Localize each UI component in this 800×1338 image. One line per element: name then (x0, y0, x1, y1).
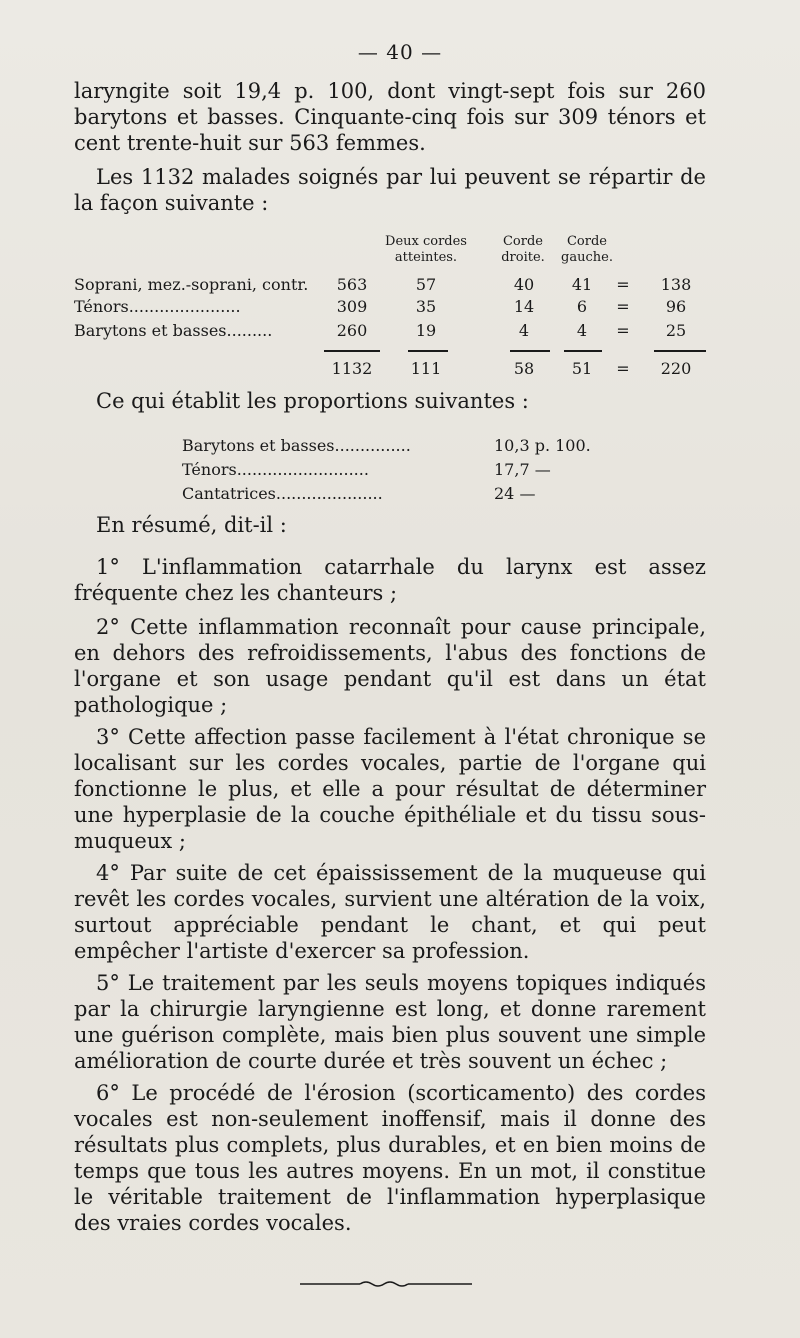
column-header: Deux cordes atteintes. (385, 234, 467, 265)
proportion-value: 10,3 p. 100. (494, 436, 591, 455)
summary-block (74, 512, 706, 1236)
paragraph: laryngite soit 19,4 p. 100, dont vingt-sept fois sur 260 barytons et basses. Cinquante-cinq fois sur 309 ténors et cent trente-huit sur 563 femmes. (74, 79, 706, 155)
table-cell: 4 (518, 321, 530, 340)
table-cell: 4 (576, 321, 588, 340)
table-total: = (616, 359, 630, 378)
table-cell: 35 (415, 297, 437, 316)
table-total: 1132 (331, 359, 373, 378)
list-item (182, 482, 602, 506)
conclusion-item: 5° Le traitement par les seuls moyens topiques indiqués par la chirurgie laryngienne est long, et donne rarement une guérison complète, mais bien plus souvent une simple amélioration de courte durée et très souvent un échec ; (74, 971, 706, 1073)
proportion-label: Cantatrices..................... (182, 484, 383, 503)
conclusion-item: 6° Le procédé de l'érosion (scorticamento) des cordes vocales est non-seulement inoffensif, mais il donne des résultats plus complets, plus durables, et en bien moins de temps que tous les autres moyens. En un mot, il constitue le véritable traitement de l'inflammation hyperplasique des vraies cordes vocales. (74, 1081, 706, 1235)
table-cell: 260 (336, 321, 368, 340)
table-cell: 25 (665, 321, 687, 340)
proportion-value: 17,7 — (494, 460, 551, 479)
table-cell: 41 (571, 275, 593, 294)
total-rule (510, 350, 550, 352)
conclusion-item: 3° Cette affection passe facilement à l'état chronique se localisant sur les cordes vocales, partie de l'organe qui fonctionne le plus, et elle a pour résultat de déterminer une hyperplasie de la couche épithéliale et du tissu sous-muqueux ; (74, 725, 706, 853)
ornamental-rule (300, 1280, 472, 1288)
table-cell: 563 (336, 275, 368, 294)
table-total: 51 (571, 359, 593, 378)
table-cell: 57 (415, 275, 437, 294)
table-cell: 19 (415, 321, 437, 340)
table-total: 220 (660, 359, 692, 378)
table-cell: = (616, 297, 630, 316)
table-cell: 14 (513, 297, 535, 316)
column-header: Corde gauche. (561, 234, 613, 265)
table-total: 111 (410, 359, 442, 378)
column-header: Corde droite. (501, 234, 545, 265)
table-cell: = (616, 321, 630, 340)
proportion-value: 24 — (494, 484, 536, 503)
total-rule (408, 350, 448, 352)
total-rule (564, 350, 602, 352)
paragraph: Ce qui établit les proportions suivantes : (96, 389, 529, 413)
proportion-label: Ténors.......................... (182, 460, 369, 479)
row-label: Ténors...................... (74, 297, 241, 316)
table-cell: 138 (660, 275, 692, 294)
table-cell: 309 (336, 297, 368, 316)
table-cell: 6 (576, 297, 588, 316)
table-cell: 40 (513, 275, 535, 294)
table-cell: 96 (665, 297, 687, 316)
table-cell: = (616, 275, 630, 294)
list-item (182, 434, 602, 458)
proportion-label: Barytons et basses............... (182, 436, 411, 455)
row-label: Barytons et basses......... (74, 321, 273, 340)
intro-paragraphs (74, 78, 706, 216)
table-total: 58 (513, 359, 535, 378)
total-rule (324, 350, 380, 352)
total-rule (654, 350, 706, 352)
list-item (182, 458, 602, 482)
conclusion-item: 4° Par suite de cet épaississement de la muqueuse qui revêt les cordes vocales, survient une altération de la voix, surtout appréciable pendant le chant, et qui peut empêcher l'artiste d'exercer sa profession. (74, 861, 706, 963)
proportions-list (182, 434, 602, 506)
summary-intro: En résumé, dit-il : (96, 513, 287, 537)
proportions-intro (74, 388, 706, 414)
row-label: Soprani, mez.-soprani, contr. (74, 275, 309, 294)
paragraph: Les 1132 malades soignés par lui peuvent se répartir de la façon suivante : (74, 165, 706, 215)
conclusion-item: 1° L'inflammation catarrhale du larynx est assez fréquente chez les chanteurs ; (74, 555, 706, 605)
page-number: — 40 — (357, 40, 443, 64)
conclusion-item: 2° Cette inflammation reconnaît pour cause principale, en dehors des refroidissements, l'abus des fonctions de l'organe et son usage pendant qu'il est dans un état pathologique ; (74, 615, 706, 717)
